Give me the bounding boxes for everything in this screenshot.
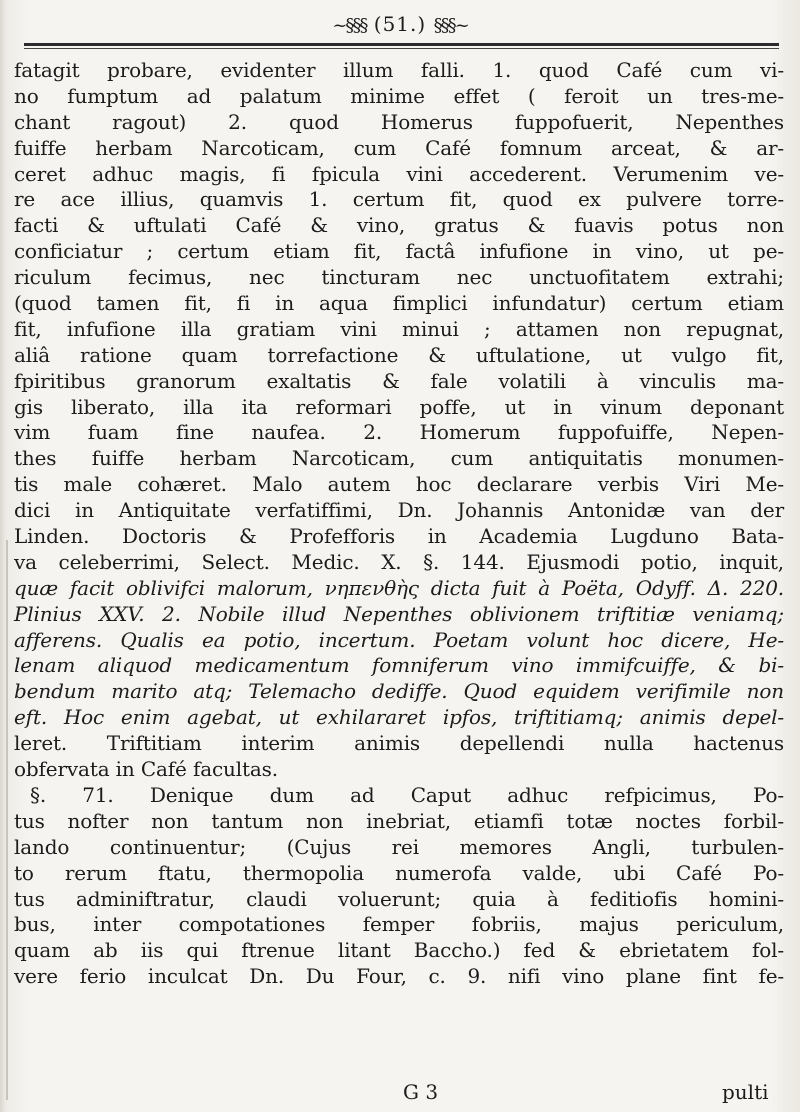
text-line: bus, inter compotationes femper fobriis, majus periculum,: [14, 912, 784, 937]
text-line: tus adminiftratur, claudi voluerunt; quia à feditiofis homini-: [14, 886, 784, 911]
paragraph-start: §. 71. Denique dum ad Caput adhuc refpicimus, Po-: [30, 782, 784, 807]
text-line: re ace illius, quamvis 1. certum fit, quod ex pulvere torre-: [14, 187, 784, 212]
text-line: (quod tamen fit, fi in aqua fimplici infundatur) certum etiam: [14, 291, 784, 316]
text-line-italic: bendum marito atq; Telemacho dediffe. Quod equidem verifimile non: [14, 679, 784, 704]
text-line: ceret adhuc magis, fi fpicula vini accederent. Verumenim ve-: [14, 161, 784, 186]
text-line: fuiffe herbam Narcoticam, cum Café fomnum arceat, & ar-: [14, 135, 784, 160]
header-rule: [24, 43, 779, 46]
text-line: dici in Antiquitate verfatiffimi, Dn. Johannis Antonidæ van der: [14, 498, 784, 523]
text-line: chant ragout) 2. quod Homerus fuppofuerit, Nepenthes: [14, 109, 784, 134]
catchword: pulti: [722, 1080, 769, 1104]
text-line: obfervata in Café facultas.: [14, 757, 278, 782]
text-line-italic: lenam aliquod medicamentum fomniferum vino immifcuiffe, & bi-: [14, 653, 784, 678]
text-line: vere ferio inculcat Dn. Du Four, c. 9. nifi vino plane fint fe-: [14, 964, 784, 989]
page-number: (51.): [373, 12, 427, 36]
text-line-italic: eft. Hoc enim agebat, ut exhilararet ipfos, triftitiamq; animis depel-: [14, 705, 784, 730]
text-line-italic: quæ facit oblivifci malorum, νηπενθὴς dicta fuit à Poëta, Odyff. Δ. 220.: [14, 575, 784, 600]
text-line: conficiatur ; certum etiam fit, factâ infufione in vino, ut pe-: [14, 239, 784, 264]
text-line: riculum fecimus, nec tincturam nec unctuofitatem extrahi;: [14, 265, 784, 290]
text-line-italic: Plinius XXV. 2. Nobile illud Nepenthes oblivionem triftitiæ veniamq;: [14, 601, 784, 626]
gutter-shadow: [6, 540, 8, 1100]
text-line: fpiritibus granorum exaltatis & fale volatili à vinculis ma-: [14, 368, 784, 393]
text-line: to rerum ftatu, thermopolia numerofa valde, ubi Café Po-: [14, 860, 784, 885]
page-header: [0, 12, 800, 36]
text-line: tus nofter non tantum non inebriat, etiamfi totæ noctes forbil-: [14, 808, 784, 833]
text-line: no fumptum ad palatum minime effet ( feroit un tres-me-: [14, 83, 784, 108]
page-footer: [0, 1080, 800, 1108]
text-line: leret. Triftitiam interim animis depellendi nulla hactenus: [14, 731, 784, 756]
ornament-right: §§§~: [433, 15, 468, 36]
header-rule-thin: [24, 48, 779, 49]
text-line-italic: afferens. Qualis ea potio, incertum. Poetam volunt hoc dicere, He-: [14, 627, 784, 652]
body-text: [14, 58, 784, 990]
text-line: vim fuam fine naufea. 2. Homerum fuppofuiffe, Nepen-: [14, 420, 784, 445]
text-line: Linden. Doctoris & Profefforis in Academia Lugduno Bata-: [14, 524, 784, 549]
text-line: thes fuiffe herbam Narcoticam, cum antiquitatis monumen-: [14, 446, 784, 471]
text-line: quam ab iis qui ftrenue litant Baccho.) fed & ebrietatem fol-: [14, 938, 784, 963]
text-line: fatagit probare, evidenter illum falli. 1. quod Café cum vi-: [14, 58, 784, 82]
text-line: va celeberrimi, Select. Medic. X. §. 144. Ejusmodi potio, inquit,: [14, 549, 784, 574]
ornament-left: ~§§§: [332, 15, 367, 36]
text-line: tis male cohæret. Malo autem hoc declarare verbis Viri Me-: [14, 472, 784, 497]
text-line: aliâ ratione quam torrefactione & uftulatione, ut vulgo fit,: [14, 342, 784, 367]
signature-mark: G 3: [403, 1080, 439, 1104]
text-line: gis liberato, illa ita reformari poffe, ut in vinum deponant: [14, 394, 784, 419]
text-line: fit, infufione illa gratiam vini minui ; attamen non repugnat,: [14, 316, 784, 341]
text-line: facti & uftulati Café & vino, gratus & fuavis potus non: [14, 213, 784, 238]
text-line: lando continuentur; (Cujus rei memores Angli, turbulen-: [14, 834, 784, 859]
